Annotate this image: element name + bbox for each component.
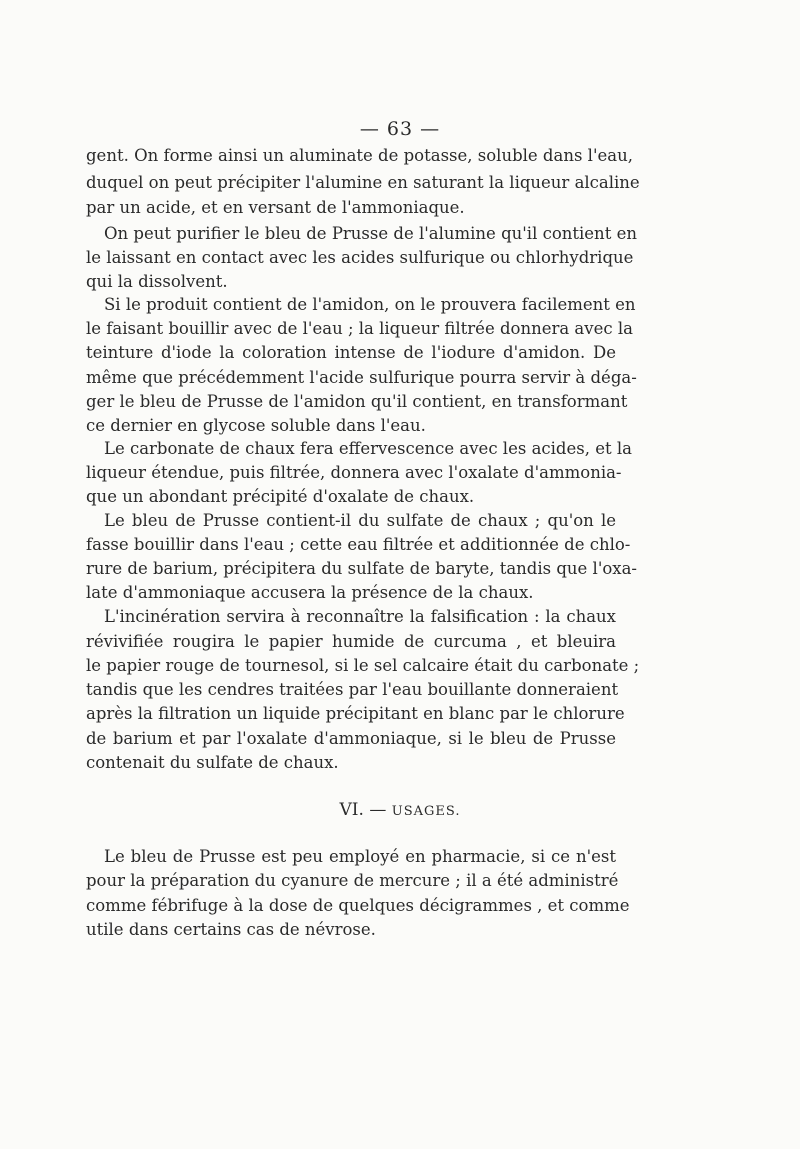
- text-line: utile dans certains cas de névrose.: [86, 920, 376, 939]
- text-line: le faisant bouillir avec de l'eau ; la liqueur filtrée donnera avec la: [86, 319, 633, 338]
- text-line: ger le bleu de Prusse de l'amidon qu'il contient, en transformant: [86, 392, 628, 411]
- text-line: On peut purifier le bleu de Prusse de l'alumine qu'il contient en: [104, 224, 637, 243]
- text-line: late d'ammoniaque accusera la présence de la chaux.: [86, 583, 534, 602]
- text-line: teinture d'iode la coloration intense de l'iodure d'amidon. De: [86, 343, 616, 362]
- text-line: par un acide, et en versant de l'ammoniaque.: [86, 198, 465, 217]
- section-title: USAGES.: [391, 804, 461, 819]
- page-number: — 63 —: [359, 118, 441, 140]
- text-line: comme fébrifuge à la dose de quelques décigrammes , et comme: [86, 896, 630, 915]
- text-line: Le bleu de Prusse contient-il du sulfate de chaux ; qu'on le: [104, 511, 616, 530]
- text-line: liqueur étendue, puis filtrée, donnera avec l'oxalate d'ammonia-: [86, 463, 622, 482]
- text-line: qui la dissolvent.: [86, 272, 228, 291]
- text-line: Le bleu de Prusse est peu employé en pharmacie, si ce n'est: [104, 847, 616, 866]
- text-line: rure de barium, précipitera du sulfate de baryte, tandis que l'oxa-: [86, 559, 638, 578]
- text-line: Le carbonate de chaux fera effervescence avec les acides, et la: [104, 439, 632, 458]
- text-line: L'incinération servira à reconnaître la falsification : la chaux: [104, 607, 616, 626]
- text-line: gent. On forme ainsi un aluminate de potasse, soluble dans l'eau,: [86, 146, 633, 165]
- text-line: que un abondant précipité d'oxalate de chaux.: [86, 487, 475, 506]
- text-line: tandis que les cendres traitées par l'eau bouillante donneraient: [86, 680, 619, 699]
- text-line: pour la préparation du cyanure de mercure ; il a été administré: [86, 871, 619, 890]
- text-line: le papier rouge de tournesol, si le sel calcaire était du carbonate ;: [86, 656, 640, 675]
- text-line: de barium et par l'oxalate d'ammoniaque, si le bleu de Prusse: [86, 729, 616, 748]
- text-line: Si le produit contient de l'amidon, on le prouvera facilement en: [104, 295, 636, 314]
- section-heading: [0, 800, 800, 820]
- text-line: révivifiée rougira le papier humide de curcuma , et bleuira: [86, 632, 616, 651]
- text-line: duquel on peut précipiter l'alumine en saturant la liqueur alcaline: [86, 173, 640, 192]
- text-line: contenait du sulfate de chaux.: [86, 753, 339, 772]
- text-line: même que précédemment l'acide sulfurique pourra servir à déga-: [86, 368, 637, 387]
- text-line: le laissant en contact avec les acides sulfurique ou chlorhydrique: [86, 248, 634, 267]
- text-line: ce dernier en glycose soluble dans l'eau.: [86, 416, 426, 435]
- text-line: fasse bouillir dans l'eau ; cette eau filtrée et additionnée de chlo-: [86, 535, 631, 554]
- section-dash: —: [369, 800, 387, 820]
- text-line: après la filtration un liquide précipitant en blanc par le chlorure: [86, 704, 625, 723]
- section-number: VI.: [339, 800, 364, 820]
